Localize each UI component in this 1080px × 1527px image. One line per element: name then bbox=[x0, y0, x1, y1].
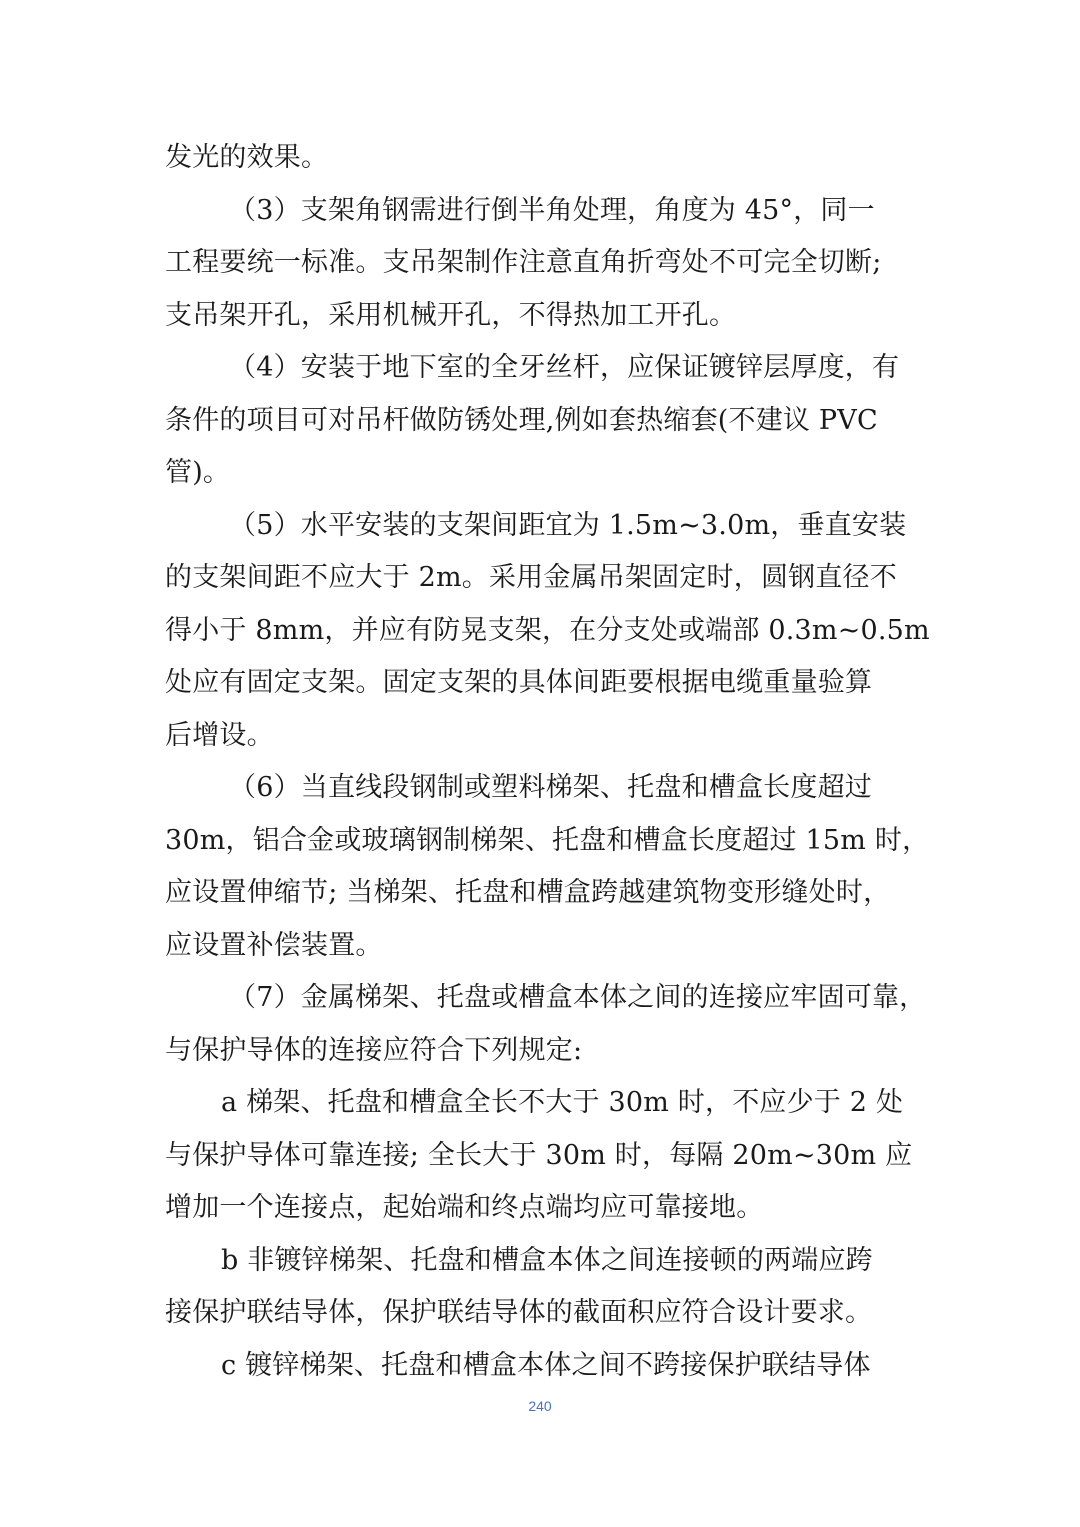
text-line: 后增设。 bbox=[165, 719, 274, 751]
text-line: 处应有固定支架。固定支架的具体间距要根据电缆重量验算 bbox=[165, 667, 873, 698]
text-line: （6）当直线段钢制或塑料梯架、托盘和槽盒长度超过 bbox=[229, 772, 872, 803]
text-line: （5）水平安装的支架间距宜为 1.5m~3.0m，垂直安装 bbox=[229, 509, 907, 541]
text-line: 条件的项目可对吊杆做防锈处理,例如套热缩套(不建议 PVC bbox=[165, 404, 878, 436]
text-line: 30m，铝合金或玻璃钢制梯架、托盘和槽盒长度超过 15m 时， bbox=[165, 824, 930, 856]
text-line: 管)。 bbox=[165, 457, 231, 488]
text-line: （7）金属梯架、托盘或槽盒本体之间的连接应牢固可靠， bbox=[229, 982, 927, 1013]
text-line: 的支架间距不应大于 2m。采用金属吊架固定时，圆钢直径不 bbox=[165, 562, 897, 593]
text-line: （4）安装于地下室的全牙丝杆，应保证镀锌层厚度，有 bbox=[229, 352, 900, 383]
text-line: 支吊架开孔，采用机械开孔，不得热加工开孔。 bbox=[165, 299, 737, 331]
text-line: （3）支架角钢需进行倒半角处理，角度为 45°，同一 bbox=[229, 194, 875, 226]
text-line: 发光的效果。 bbox=[165, 142, 329, 173]
body-text bbox=[165, 132, 930, 1392]
text-line: b 非镀锌梯架、托盘和槽盒本体之间连接顿的两端应跨 bbox=[221, 1244, 873, 1276]
text-line: a 梯架、托盘和槽盒全长不大于 30m 时，不应少于 2 处 bbox=[221, 1087, 904, 1118]
text-line: c 镀锌梯架、托盘和槽盒本体之间不跨接保护联结导体 bbox=[221, 1349, 871, 1381]
text-line: 应设置补偿装置。 bbox=[165, 929, 383, 961]
page-number: 240 bbox=[528, 1398, 552, 1414]
text-line: 接保护联结导体，保护联结导体的截面积应符合设计要求。 bbox=[165, 1297, 873, 1328]
text-line: 增加一个连接点，起始端和终点端均应可靠接地。 bbox=[165, 1192, 764, 1223]
text-line: 与保护导体可靠连接; 全长大于 30m 时，每隔 20m~30m 应 bbox=[165, 1139, 913, 1171]
text-line: 工程要统一标准。支吊架制作注意直角折弯处不可完全切断; bbox=[165, 247, 882, 278]
text-line: 与保护导体的连接应符合下列规定: bbox=[165, 1034, 583, 1066]
text-line: 应设置伸缩节; 当梯架、托盘和槽盒跨越建筑物变形缝处时， bbox=[165, 877, 891, 908]
text-line: 得小于 8mm，并应有防晃支架，在分支处或端部 0.3m~0.5m bbox=[165, 614, 930, 646]
